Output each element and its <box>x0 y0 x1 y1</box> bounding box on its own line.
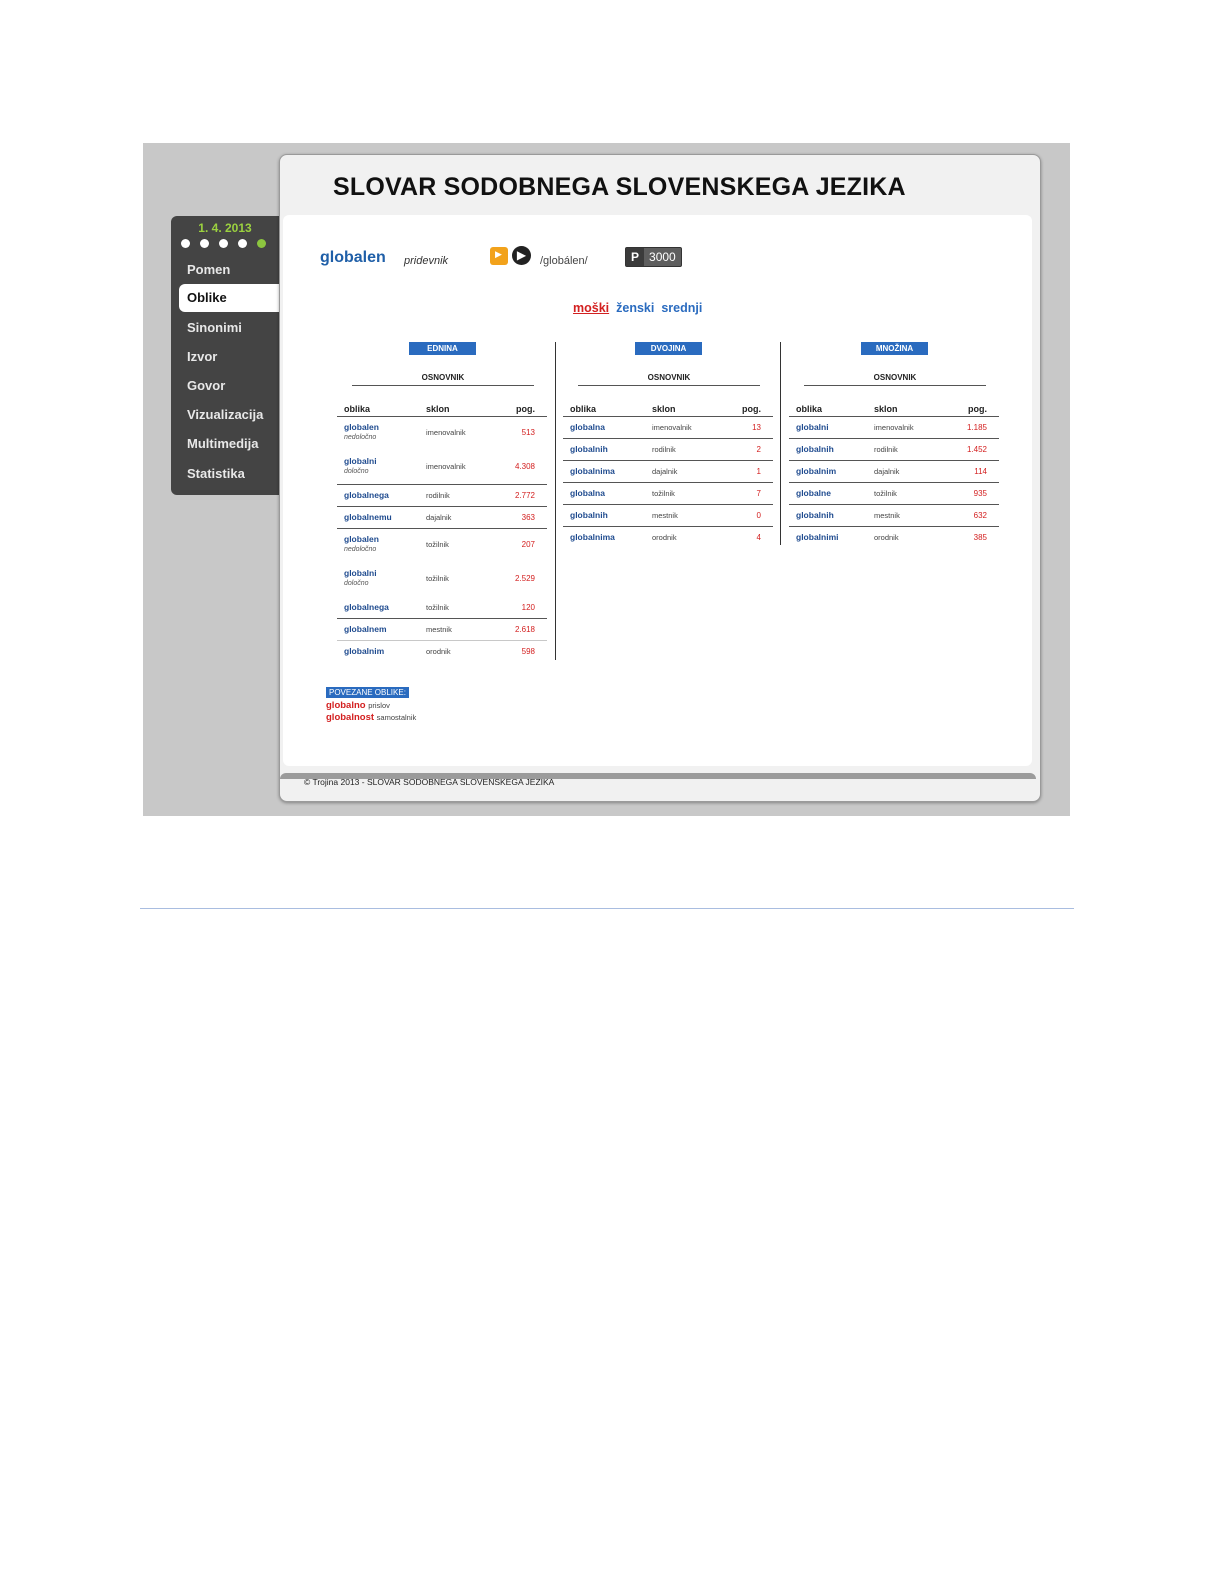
table-row <box>337 417 547 451</box>
form-link[interactable]: globalni <box>344 568 377 578</box>
related-word-type: prislov <box>368 701 390 710</box>
table-row <box>789 439 999 461</box>
form-qualifier: določno <box>344 468 369 475</box>
case-label: imenovalnik <box>652 423 692 432</box>
case-label: rodilnik <box>426 491 450 500</box>
table-row <box>337 485 547 507</box>
case-label: dajalnik <box>426 513 452 522</box>
table-row <box>789 483 999 505</box>
case-label: orodnik <box>874 533 899 542</box>
sidebar-item-izvor[interactable]: Izvor <box>187 349 218 364</box>
page-dot[interactable] <box>181 239 190 248</box>
count-value: 120 <box>521 603 535 612</box>
count-value: 2.529 <box>514 574 535 583</box>
page-dot[interactable] <box>200 239 209 248</box>
form-link[interactable]: globalnih <box>796 444 834 454</box>
form-link[interactable]: globalen <box>344 534 379 544</box>
table-row <box>563 417 773 439</box>
tab-moski[interactable]: moški <box>573 301 610 315</box>
frequency-value: 3000 <box>649 250 676 264</box>
header-form: oblika <box>570 404 597 414</box>
dictionary-card <box>279 154 1041 802</box>
form-link[interactable]: globalnima <box>570 532 615 542</box>
form-link[interactable]: globalne <box>796 488 831 498</box>
form-link[interactable]: globalnemu <box>344 512 392 522</box>
form-link[interactable]: globalnima <box>570 466 615 476</box>
count-value: 1.185 <box>966 423 987 432</box>
column-divider <box>780 342 781 545</box>
frequency-badge <box>625 247 682 267</box>
pronunciation: /globálen/ <box>540 255 588 267</box>
column-title: MNOŽINA <box>861 342 928 355</box>
table-row <box>563 483 773 505</box>
case-label: tožilnik <box>874 489 897 498</box>
count-value: 2.618 <box>514 625 535 634</box>
sidebar <box>171 216 279 495</box>
related-forms <box>326 680 416 723</box>
sidebar-item-vizualizacija[interactable]: Vizualizacija <box>187 407 264 422</box>
header-count: pog. <box>742 404 761 414</box>
table-row <box>337 563 547 597</box>
case-label: orodnik <box>652 533 677 542</box>
case-label: mestnik <box>874 511 900 520</box>
tab-zenski[interactable]: ženski <box>616 301 655 315</box>
count-value: 13 <box>752 423 761 432</box>
case-label: mestnik <box>652 511 678 520</box>
table-row <box>337 529 547 563</box>
count-value: 4 <box>756 533 761 542</box>
related-word-link[interactable]: globalno <box>326 700 366 711</box>
form-link[interactable]: globalen <box>344 422 379 432</box>
header-case: sklon <box>426 404 450 414</box>
form-link[interactable]: globalnih <box>570 510 608 520</box>
page-title: SLOVAR SODOBNEGA SLOVENSKEGA JEZIKA <box>333 173 906 201</box>
sidebar-item-govor[interactable]: Govor <box>187 378 226 393</box>
sidebar-item-multimedija[interactable]: Multimedija <box>187 436 259 451</box>
count-value: 4.308 <box>514 462 535 471</box>
form-link[interactable]: globalnim <box>796 466 837 476</box>
form-qualifier: določno <box>344 580 369 587</box>
table-header <box>337 403 547 417</box>
sidebar-item-pomen[interactable]: Pomen <box>187 262 231 277</box>
related-title: POVEZANE OBLIKE: <box>326 687 409 698</box>
page-dot[interactable] <box>219 239 228 248</box>
header-form: oblika <box>796 404 823 414</box>
header-count: pog. <box>968 404 987 414</box>
frequency-label: P <box>626 248 644 266</box>
table-row <box>337 597 547 619</box>
column-title: EDNINA <box>409 342 476 355</box>
count-value: 935 <box>973 489 987 498</box>
related-word-type: samostalnik <box>376 713 417 722</box>
case-label: tožilnik <box>426 574 449 583</box>
form-link[interactable]: globalnimi <box>796 532 839 542</box>
count-value: 513 <box>521 428 535 437</box>
table-row <box>337 507 547 529</box>
form-link[interactable]: globalni <box>344 456 377 466</box>
table-header <box>563 403 773 417</box>
speaker-icon[interactable] <box>490 247 508 265</box>
case-label: tožilnik <box>652 489 675 498</box>
case-label: rodilnik <box>652 445 676 454</box>
page-dot-active[interactable] <box>257 239 266 248</box>
case-label: mestnik <box>426 625 452 634</box>
count-value: 2 <box>756 445 761 454</box>
form-link[interactable]: globalnem <box>344 624 387 634</box>
column-subtitle: OSNOVNIK <box>578 373 760 386</box>
count-value: 114 <box>974 467 987 476</box>
table-row <box>789 527 999 549</box>
table-row <box>789 417 999 439</box>
table-row <box>563 505 773 527</box>
form-link[interactable]: globalnim <box>344 646 385 656</box>
case-label: tožilnik <box>426 540 449 549</box>
form-link[interactable]: globalnih <box>570 444 608 454</box>
count-value: 363 <box>521 513 535 522</box>
count-value: 2.772 <box>514 491 535 500</box>
count-value: 207 <box>521 540 535 549</box>
related-item <box>326 712 416 723</box>
case-label: dajalnik <box>652 467 678 476</box>
footer-text: © Trojina 2013 - SLOVAR SODOBNEGA SLOVENSKEGA JEZIKA <box>304 777 555 787</box>
table-row <box>337 641 547 663</box>
form-link[interactable]: globalnih <box>796 510 834 520</box>
sidebar-item-oblike[interactable]: Oblike <box>179 284 279 312</box>
page-dot[interactable] <box>238 239 247 248</box>
form-link[interactable]: globalna <box>570 422 605 432</box>
part-of-speech: pridevnik <box>404 255 449 267</box>
table-row <box>337 619 547 641</box>
table-header <box>789 403 999 417</box>
gender-tabs <box>573 301 702 315</box>
header-count: pog. <box>516 404 535 414</box>
form-link[interactable]: globalnega <box>344 602 389 612</box>
date-label: 1. 4. 2013 <box>198 221 252 235</box>
record-icon[interactable]: ▶ <box>512 246 531 265</box>
column-divider <box>555 342 556 660</box>
table-row <box>563 527 773 549</box>
form-link[interactable]: globalni <box>796 422 829 432</box>
table-row <box>337 451 547 485</box>
case-label: imenovalnik <box>874 423 914 432</box>
count-value: 385 <box>973 533 987 542</box>
header-case: sklon <box>874 404 898 414</box>
case-label: rodilnik <box>874 445 898 454</box>
tab-srednji[interactable]: srednji <box>661 301 703 315</box>
form-link[interactable]: globalna <box>570 488 605 498</box>
content-panel <box>283 215 1032 766</box>
horizontal-rule <box>140 908 1074 909</box>
count-value: 0 <box>756 511 761 520</box>
page-dots <box>181 239 266 248</box>
header-case: sklon <box>652 404 676 414</box>
form-link[interactable]: globalnega <box>344 490 389 500</box>
form-qualifier: nedoločno <box>344 434 377 441</box>
count-value: 632 <box>973 511 987 520</box>
table-row <box>563 439 773 461</box>
count-value: 1 <box>756 467 761 476</box>
header-form: oblika <box>344 404 371 414</box>
related-word-link[interactable]: globalnost <box>326 712 375 723</box>
sidebar-item-sinonimi[interactable]: Sinonimi <box>187 320 242 335</box>
count-value: 7 <box>756 489 761 498</box>
table-row <box>789 505 999 527</box>
count-value: 1.452 <box>966 445 987 454</box>
case-label: tožilnik <box>426 603 449 612</box>
case-label: imenovalnik <box>426 428 466 437</box>
count-value: 598 <box>521 647 535 656</box>
column-subtitle: OSNOVNIK <box>352 373 534 386</box>
case-label: orodnik <box>426 647 451 656</box>
table-row <box>563 461 773 483</box>
sidebar-item-statistika[interactable]: Statistika <box>187 466 245 481</box>
headword: globalen <box>320 249 386 266</box>
column-subtitle: OSNOVNIK <box>804 373 986 386</box>
column-title: DVOJINA <box>635 342 702 355</box>
table-row <box>789 461 999 483</box>
case-label: imenovalnik <box>426 462 466 471</box>
related-item <box>326 700 416 711</box>
form-qualifier: nedoločno <box>344 546 377 553</box>
case-label: dajalnik <box>874 467 900 476</box>
